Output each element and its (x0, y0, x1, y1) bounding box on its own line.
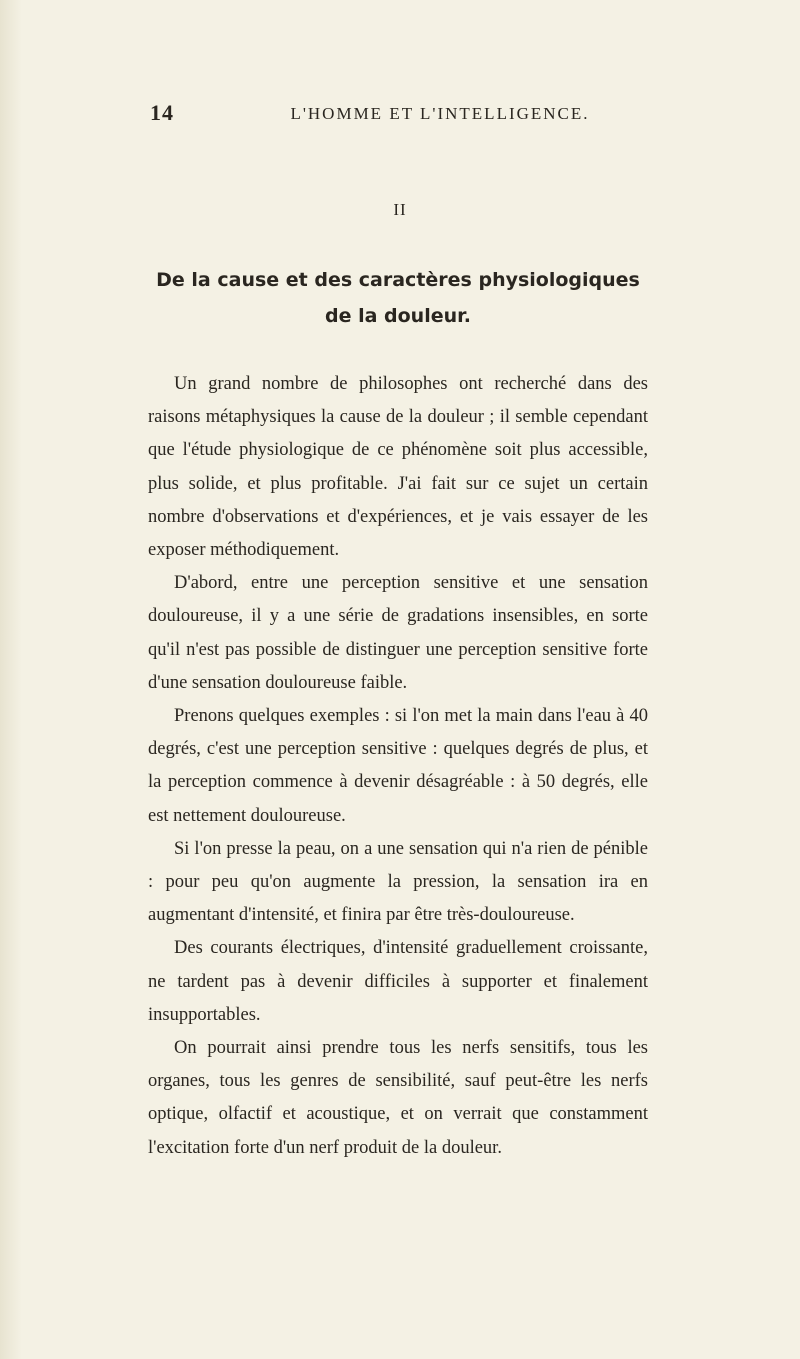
paragraph: On pourrait ainsi prendre tous les nerfs sensitifs, tous les organes, tous les genres de sensibilité, sauf peut-être les nerfs optique, olfactif et acoustique, et on verrait que constamment l'excitation forte d'un nerf produit de la douleur. (148, 1038, 648, 1158)
running-title: L'HOMME ET L'INTELLIGENCE. (290, 104, 590, 123)
paragraph: Des courants électriques, d'intensité graduellement croissante, ne tardent pas à devenir difficiles à supporter et finalement insupportables. (148, 938, 648, 1025)
section-number: II (393, 200, 407, 219)
page-number: 14 (150, 100, 174, 125)
running-head (0, 100, 800, 130)
section-title: De la cause et des caractères physiologiques de la douleur. (156, 269, 640, 327)
paragraph: Si l'on presse la peau, on a une sensation qui n'a rien de pénible : pour peu qu'on augmente la pression, la sensation ira en augmentant d'intensité, et finira par être très-douloureuse. (148, 838, 648, 926)
paragraph: Prenons quelques exemples : si l'on met la main dans l'eau à 40 degrés, c'est une perception sensitive : quelques degrés de plus, et la perception commence à devenir désagréable : à 50 degrés, elle est nettement douloureuse. (148, 706, 648, 826)
paragraph: D'abord, entre une perception sensitive et une sensation douloureuse, il y a une série de gradations insensibles, en sorte qu'il n'est pas possible de distinguer une perception sensitive forte d'une sensation douloureuse faible. (148, 573, 648, 693)
paragraph: Un grand nombre de philosophes ont recherché dans des raisons métaphysiques la cause de la douleur ; il semble cependant que l'étude physiologique de ce phénomène soit plus accessible, plus solide, et plus profitable. J'ai fait sur ce sujet un certain nombre d'observations et d'expériences, et je vais essayer de les exposer méthodiquement. (148, 374, 648, 561)
body-text (148, 368, 648, 1165)
